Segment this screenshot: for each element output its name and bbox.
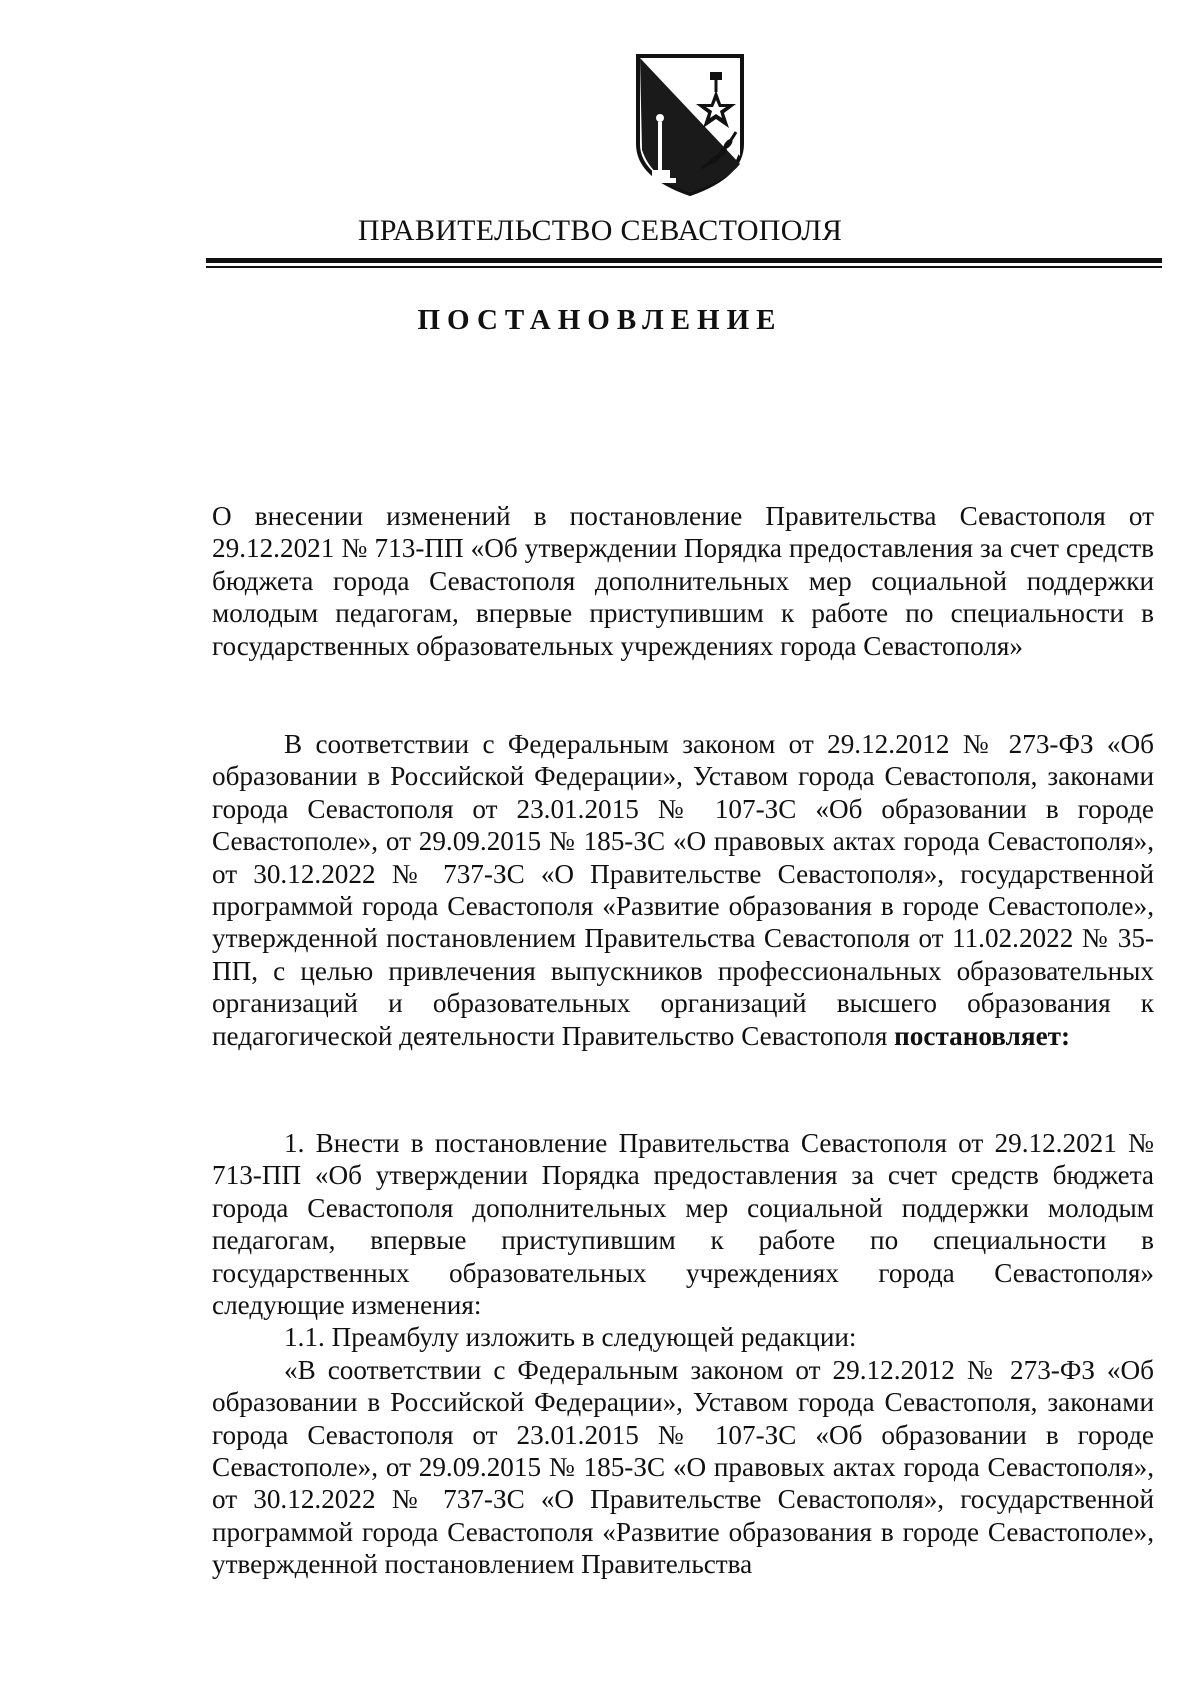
preamble-quote: «В соответствии с Федеральным законом от 29.12.2012 № 273-ФЗ «Об образовании в Российской Федерации», Уставом города Севастополя, законами города Севастополя от 23.01.2015 № 107-ЗС «Об образовании в городе Севастополе», от 29.09.2015 № 185-ЗС «О правовых актах города Севастополя», от 30.12.2022 № 737-ЗС «О Правительстве Севастополя», государственной программой города Севастополя «Развитие образования в городе Севастополе», утвержденной постановлением Правительства <box>212 1354 1154 1580</box>
sevastopol-coat-of-arms-icon <box>632 52 748 198</box>
header-rule-thin <box>206 266 1162 268</box>
document-subject <box>212 500 1154 662</box>
resolution-items <box>212 1127 1154 1581</box>
header-rule-thick <box>206 258 1162 263</box>
document-type-title: ПОСТАНОВЛЕНИЕ <box>417 304 783 336</box>
legal-basis-paragraph <box>212 728 1154 1052</box>
subject-text: О внесении изменений в постановление Правительства Севастополя от 29.12.2021 № 713-ПП «Об утверждении Порядка предоставления за счет средств бюджета города Севастополя дополнительных мер социальной поддержки молодым педагогам, впервые приступившим к работе по специальности в государственных образовательных учреждениях города Севастополя» <box>212 501 1154 661</box>
resolves-keyword: постановляет: <box>894 1020 1071 1051</box>
organization-name: ПРАВИТЕЛЬСТВО СЕВАСТОПОЛЯ <box>357 214 843 247</box>
legal-basis-text: В соответствии с Федеральным законом от 29.12.2012 № 273-ФЗ «Об образовании в Российской Федерации», Уставом города Севастополя, законами города Севастополя от 23.01.2015 № 107-ЗС «Об образовании в городе Севастополе», от 29.09.2015 № 185-ЗС «О правовых актах города Севастополя», от 30.12.2022 № 737-ЗС «О Правительстве Севастополя», государственной программой города Севастополя «Развитие образования в городе Севастополе», утвержденной постановлением Правительства Севастополя от 11.02.2022 № 35-ПП, с целью привлечения выпускников профессиональных образовательных организаций и образовательных организаций высшего образования к педагогической деятельности Правительство Севастополя <box>212 729 1154 1051</box>
item-1: 1. Внести в постановление Правительства Севастополя от 29.12.2021 № 713-ПП «Об утверждении Порядка предоставления за счет средств бюджета города Севастополя дополнительных мер социальной поддержки молодым педагогам, впервые приступившим к работе по специальности в государственных образовательных учреждениях города Севастополя» следующие изменения: <box>212 1128 1154 1321</box>
item-1-1: 1.1. Преамбулу изложить в следующей редакции: <box>284 1322 857 1353</box>
legal-basis-section <box>212 728 1154 1052</box>
